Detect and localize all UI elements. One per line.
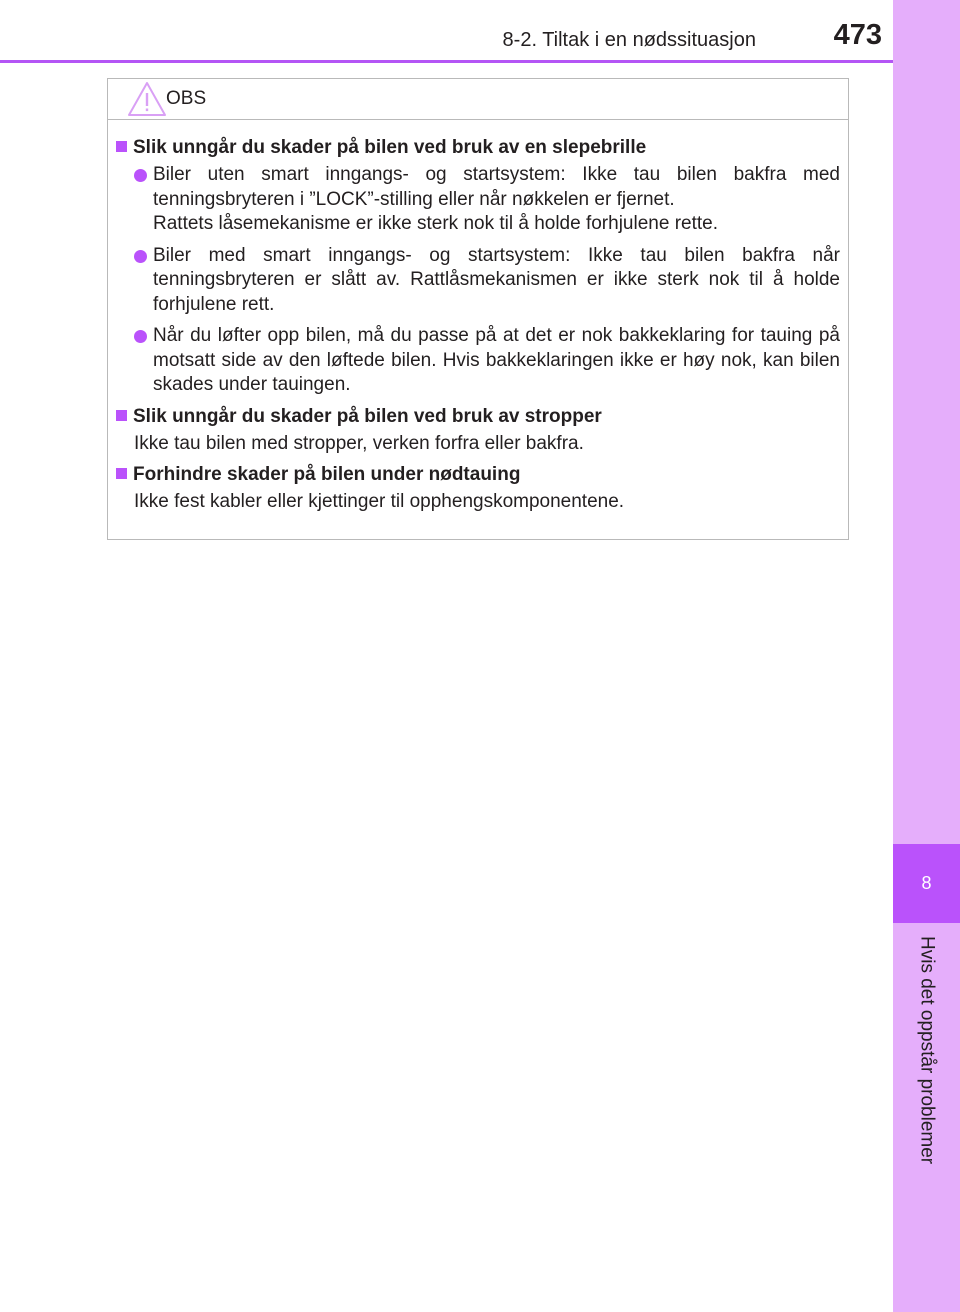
- list-item: [130, 244, 840, 318]
- square-bullet-icon: [116, 141, 127, 152]
- chapter-tab[interactable]: [893, 844, 960, 923]
- page-number: 473: [833, 19, 882, 51]
- header-rule: [0, 60, 893, 63]
- section-heading-tow-dolly: [116, 136, 840, 160]
- square-bullet-icon: [116, 468, 127, 479]
- chapter-number: 8: [921, 873, 932, 893]
- list-item: [130, 324, 840, 398]
- chapter-title: [893, 936, 960, 1186]
- caution-body: [108, 120, 848, 514]
- list-item-extra-text: Rattets låsemekanisme er ikke sterk nok til å holde forhjulene rette.: [153, 213, 718, 234]
- list-item-text: Biler med smart inngangs- og startsystem: Ikke tau bilen bakfra når tenningsbryteren er slått av. Rattlåsmekanismen er ikke sterk nok til å holde forhjulene rett.: [153, 244, 840, 315]
- caution-header: [108, 79, 848, 120]
- section-body-text: Ikke tau bilen med stropper, verken forfra eller bakfra.: [134, 432, 584, 454]
- caution-title: OBS: [166, 88, 207, 109]
- section-heading-straps: [116, 405, 840, 429]
- circle-bullet-icon: [134, 250, 147, 263]
- square-bullet-icon: [116, 410, 127, 421]
- chapter-title-text: Hvis det oppstår problemer: [916, 936, 938, 1165]
- heading-text: Slik unngår du skader på bilen ved bruk av stropper: [133, 405, 602, 427]
- list-item-text: Når du løfter opp bilen, må du passe på at det er nok bakkeklaring for tauing på motsatt side av den løftede bilen. Hvis bakkeklaringen ikke er høy nok, kan bilen skades under tauingen.: [153, 325, 840, 395]
- section-title: 8-2. Tiltak i en nødssituasjon: [502, 29, 756, 51]
- list-item-text: Biler uten smart inngangs- og startsystem: Ikke tau bilen bakfra med tenningsbryteren i ”LOCK”-stilling eller når nøkkelen er fjernet.: [153, 164, 840, 210]
- caution-box: [107, 78, 849, 540]
- section-heading-emergency-towing: [116, 463, 840, 487]
- section-body-text: Ikke fest kabler eller kjettinger til opphengskomponentene.: [134, 490, 625, 512]
- circle-bullet-icon: [134, 169, 147, 182]
- circle-bullet-icon: [134, 330, 147, 343]
- warning-triangle-icon: [127, 81, 167, 117]
- list-item: [130, 163, 840, 237]
- heading-text: Slik unngår du skader på bilen ved bruk av en slepebrille: [133, 137, 647, 158]
- heading-text: Forhindre skader på bilen under nødtauing: [133, 463, 521, 485]
